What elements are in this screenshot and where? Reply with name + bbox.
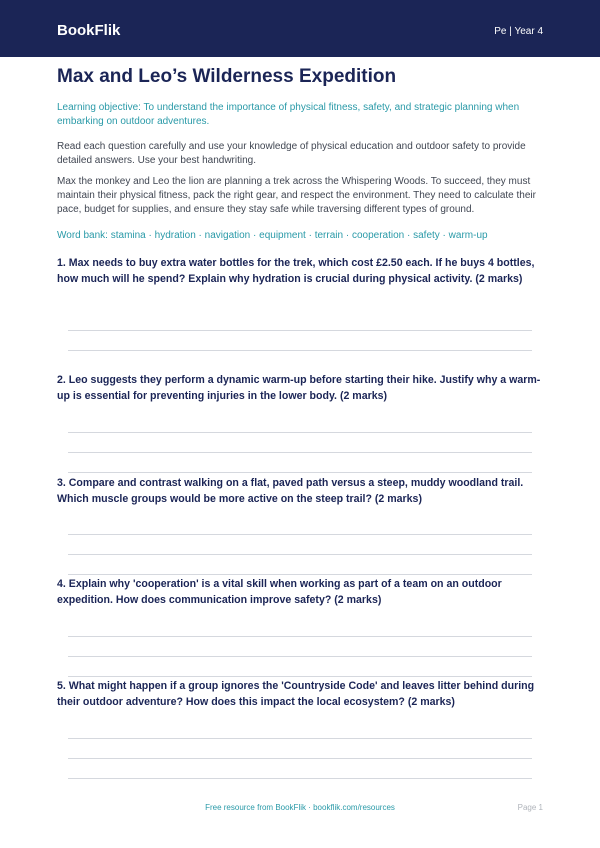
page-header	[0, 0, 600, 57]
answer-line[interactable]	[68, 350, 532, 351]
answer-line[interactable]	[68, 330, 532, 331]
brand-logo: BookFlik	[57, 22, 121, 39]
answer-line[interactable]	[68, 758, 532, 759]
word-bank: Word bank: stamina · hydration · navigation · equipment · terrain · cooperation · safety · warm-up	[57, 230, 488, 241]
answer-line[interactable]	[68, 534, 532, 535]
instructions-text: Read each question carefully and use your knowledge of physical education and outdoor safety to provide detailed answers. Use your best handwriting.	[57, 141, 526, 166]
answer-line[interactable]	[68, 554, 532, 555]
footer-resource-link[interactable]: Free resource from BookFlik · bookflik.com/resources	[205, 803, 395, 812]
question-4	[57, 576, 543, 608]
page-number: Page 1	[517, 803, 543, 812]
question-5	[57, 678, 543, 710]
answer-line[interactable]	[68, 676, 532, 677]
answer-line[interactable]	[68, 738, 532, 739]
answer-line[interactable]	[68, 452, 532, 453]
worksheet-title: Max and Leo’s Wilderness Expedition	[57, 66, 397, 87]
question-text: 5. What might happen if a group ignores the 'Countryside Code' and leaves litter behind during their outdoor adventure? How does this impact the local ecosystem? (2 marks)	[57, 680, 535, 708]
answer-line[interactable]	[68, 432, 532, 433]
subject-year-label: Pe | Year 4	[494, 26, 543, 37]
answer-line[interactable]	[68, 636, 532, 637]
answer-line[interactable]	[68, 778, 532, 779]
question-3	[57, 475, 543, 507]
answer-line[interactable]	[68, 472, 532, 473]
question-text: 2. Leo suggests they perform a dynamic warm-up before starting their hike. Justify why a warm-up is essential for preventing injuries in the lower body. (2 marks)	[57, 374, 541, 402]
answer-line[interactable]	[68, 656, 532, 657]
question-text: 3. Compare and contrast walking on a flat, paved path versus a steep, muddy woodland trail. Which muscle groups would be more active on the steep trail? (2 marks)	[57, 477, 524, 505]
answer-line[interactable]	[68, 574, 532, 575]
question-2	[57, 372, 543, 404]
story-text: Max the monkey and Leo the lion are planning a trek across the Whispering Woods. To succeed, they must maintain their physical fitness, pack the right gear, and respect the environment. They need to calculate their pace, budget for supplies, and ensure they stay safe while traversing different types of ground.	[57, 176, 536, 215]
worksheet-intro	[57, 63, 543, 243]
question-text: 1. Max needs to buy extra water bottles for the trek, which cost £2.50 each. If he buys 4 bottles, how much will he spend? Explain why hydration is crucial during physical activity. (2 marks)	[57, 257, 535, 285]
learning-objective: Learning objective: To understand the importance of physical fitness, safety, and strategic planning when embarking on outdoor adventures.	[57, 102, 520, 127]
question-text: 4. Explain why 'cooperation' is a vital skill when working as part of a team on an outdoor expedition. How does communication improve safety? (2 marks)	[57, 578, 502, 606]
question-1	[57, 255, 543, 287]
